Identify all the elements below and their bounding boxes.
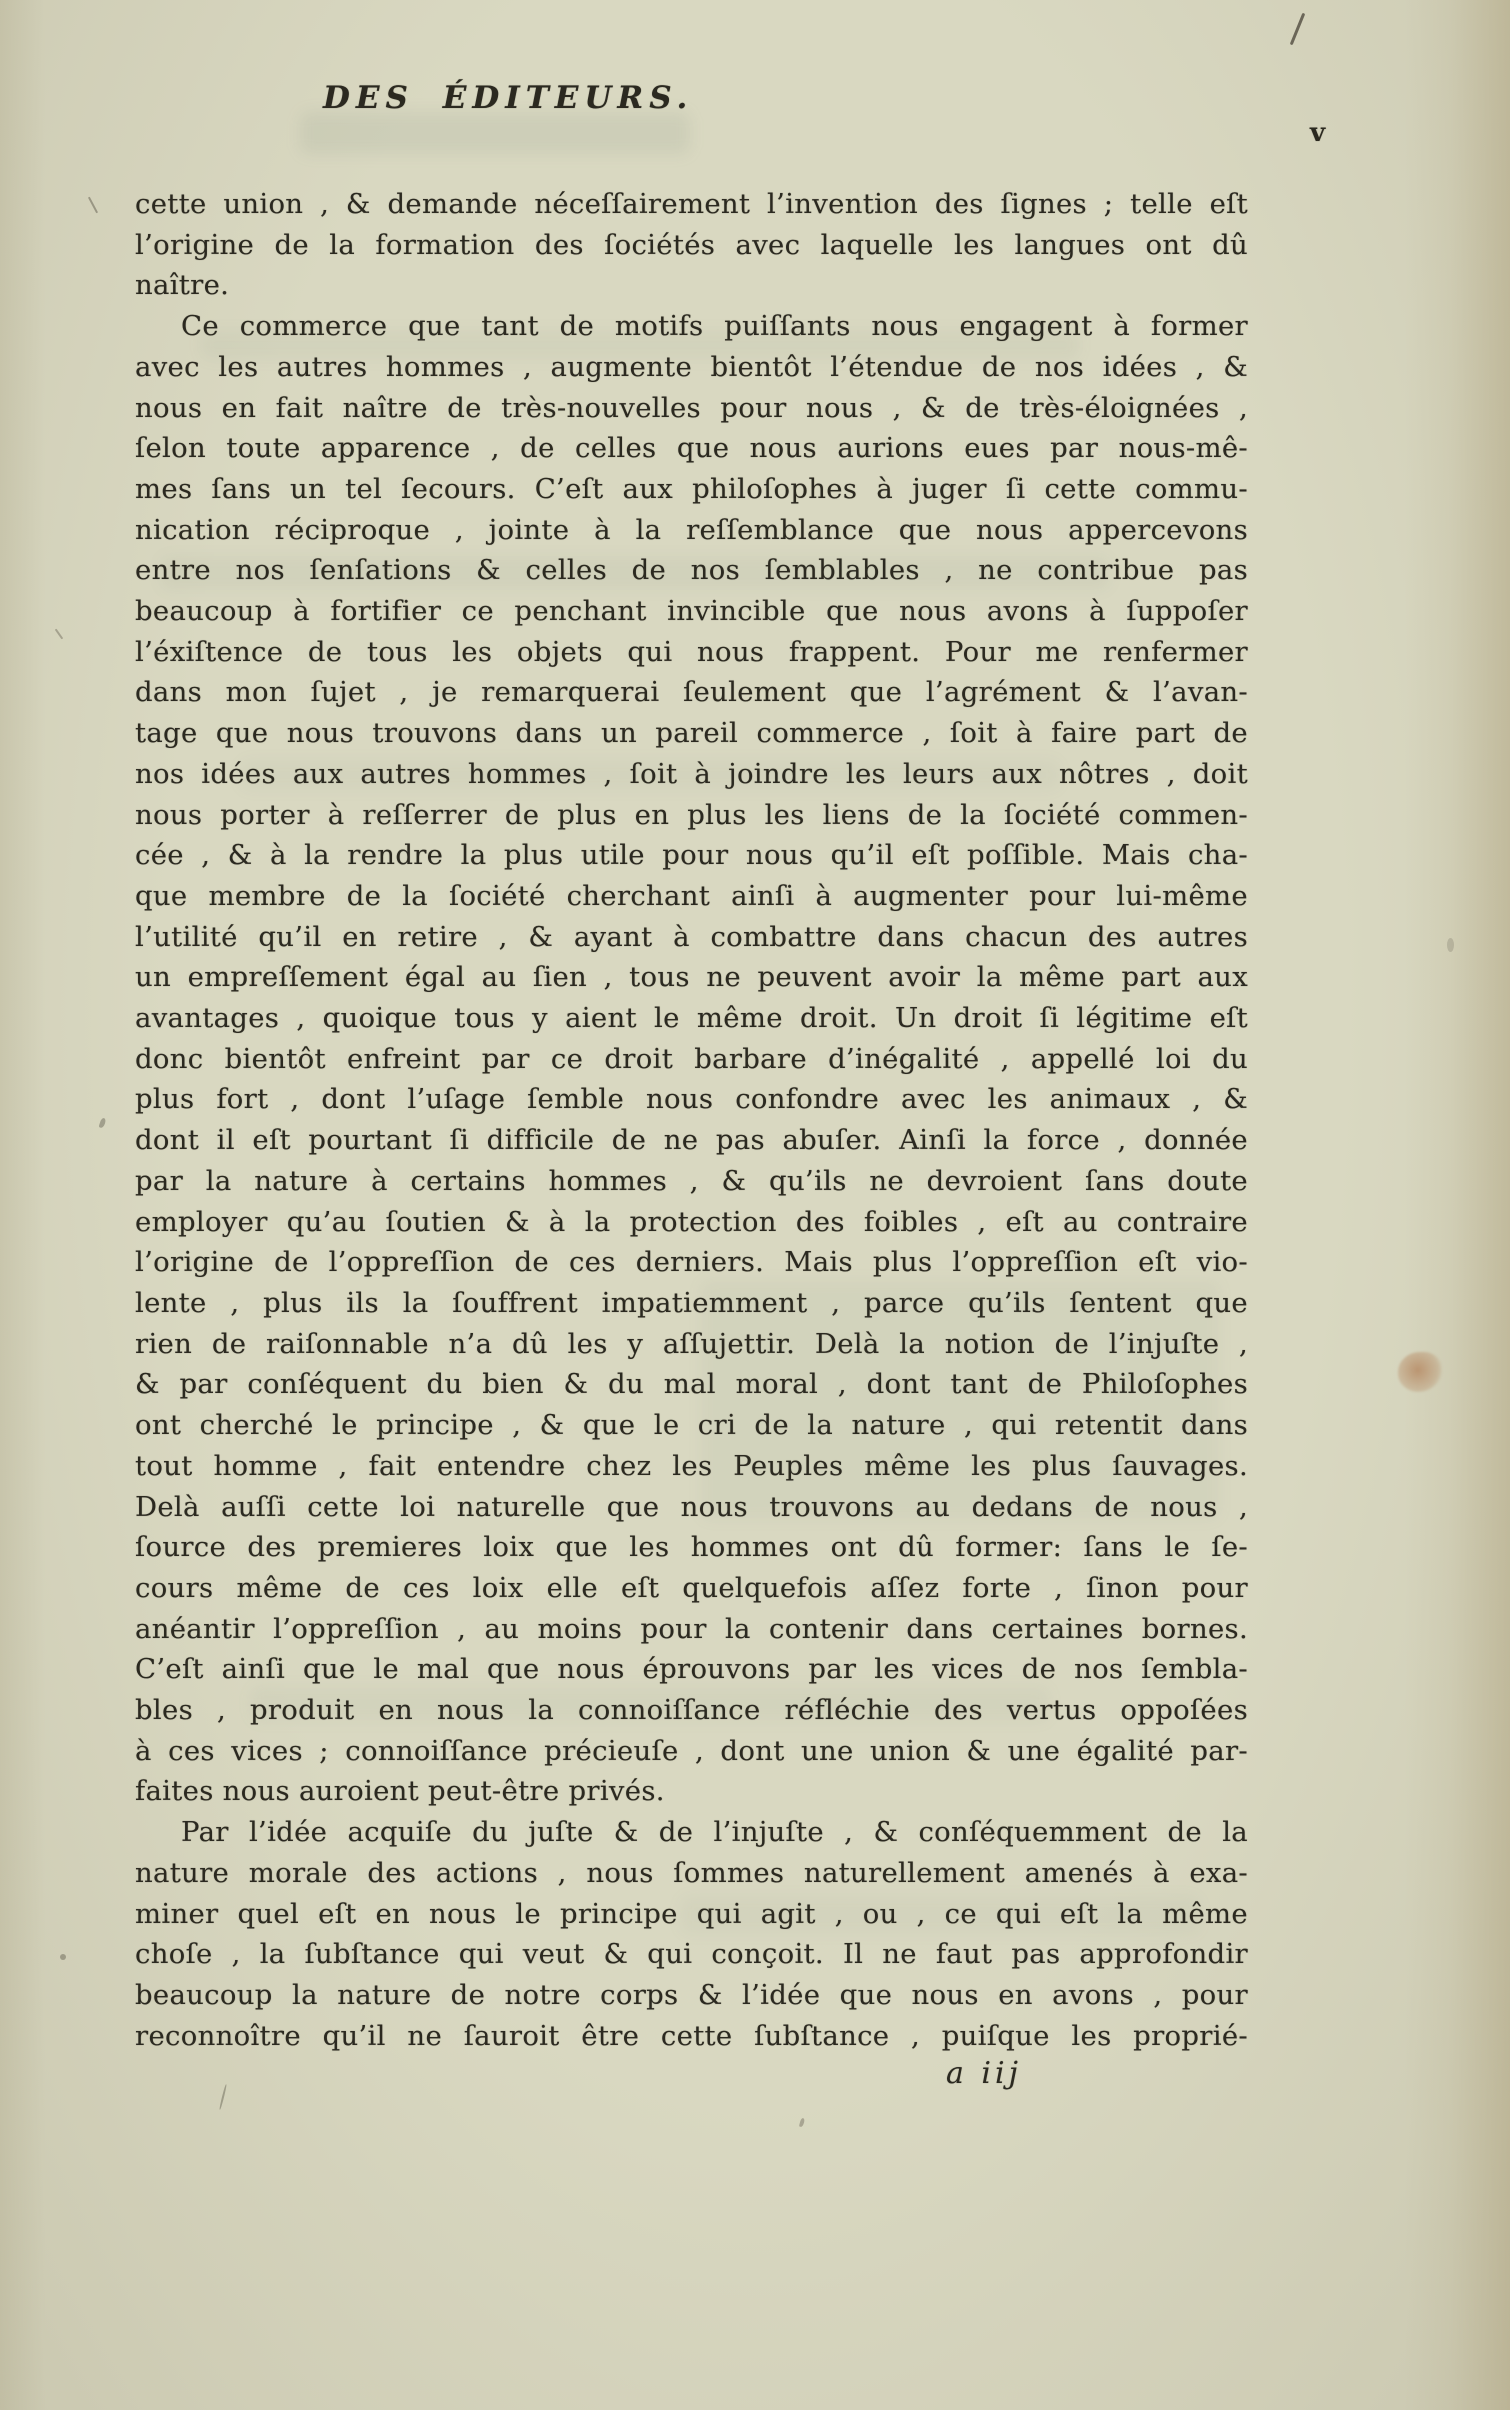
text-line: tout homme , fait entendre chez les Peuples même les plus ſauvages. [135,1449,1248,1482]
text-line: miner quel eſt en nous le principe qui agit , ou , ce qui eſt la même [135,1897,1248,1930]
text-line: beaucoup la nature de notre corps & l’idée que nous en avons , pour [135,1978,1248,2011]
text-line: rien de raiſonnable n’a dû les y aſſujettir. Delà la notion de l’injuſte , [135,1327,1248,1360]
showthrough-stain [300,112,690,154]
text-line: l’origine de l’oppreſſion de ces derniers. Mais plus l’oppreſſion eſt vio- [135,1246,1248,1279]
text-line: tage que nous trouvons dans un pareil commerce , ſoit à faire part de [135,717,1248,750]
margin-mark [99,1117,107,1128]
text-line: beaucoup à fortifier ce penchant invincible que nous avons à ſuppoſer [135,595,1248,628]
text-line: & par conſéquent du bien & du mal moral , dont tant de Philoſophes [135,1368,1248,1401]
margin-mark [219,2084,227,2110]
text-line: Ce commerce que tant de motifs puiſſants nous engagent à former [181,310,1248,343]
text-line: dont il eſt pourtant ſi difficile de ne pas abuſer. Ainſi la force , donnée [135,1124,1248,1157]
text-line: nos idées aux autres hommes , ſoit à joindre les leurs aux nôtres , doit [135,757,1248,790]
text-line: à ces vices ; connoiſſance précieuſe , dont une union & une égalité par- [135,1734,1248,1767]
margin-mark [799,2118,805,2128]
body-text [135,184,1248,2056]
page-number: v [1310,118,1326,148]
text-line: mes ſans un tel ſecours. C’eſt aux philoſophes à juger ſi cette commu- [135,472,1248,505]
text-line: choſe , la ſubſtance qui veut & qui conçoit. Il ne faut pas approfondir [135,1938,1248,1971]
text-line: anéantir l’oppreſſion , au moins pour la contenir dans certaines bornes. [135,1612,1248,1645]
text-line: bles , produit en nous la connoiſſance réfléchie des vertus oppoſées [135,1694,1248,1727]
text-line: un empreſſement égal au ſien , tous ne peuvent avoir la même part aux [135,961,1248,994]
pen-slash-mark [1290,13,1306,46]
signature-mark: a iij [946,2056,1022,2091]
text-line: avantages , quoique tous y aient le même droit. Un droit ſi légitime eſt [135,1002,1248,1035]
text-line: lente , plus ils la ſouffrent impatiemment , parce qu’ils ſentent que [135,1286,1248,1319]
text-line: l’éxiſtence de tous les objets qui nous frappent. Pour me renfermer [135,635,1248,668]
text-line: par la nature à certains hommes , & qu’ils ne devroient ſans doute [135,1164,1248,1197]
text-line: que membre de la ſociété cherchant ainſi à augmenter pour lui-même [135,879,1248,912]
text-line: dans mon ſujet , je remarquerai ſeulement que l’agrément & l’avan- [135,676,1248,709]
text-line: avec les autres hommes , augmente bientôt l’étendue de nos idées , & [135,350,1248,383]
text-line: cée , & à la rendre la plus utile pour nous qu’il eſt poſſible. Mais cha- [135,839,1248,872]
text-line: donc bientôt enfreint par ce droit barbare d’inégalité , appellé loi du [135,1042,1248,1075]
margin-mark [1447,938,1454,952]
text-line: plus fort , dont l’uſage ſemble nous confondre avec les animaux , & [135,1083,1248,1116]
text-line: Delà auſſi cette loi naturelle que nous trouvons au dedans de nous , [135,1490,1248,1523]
text-line: reconnoître qu’il ne ſauroit être cette ſubſtance , puiſque les proprié- [135,2019,1248,2052]
text-line: naître. [135,269,230,302]
text-line: ont cherché le principe , & que le cri de la nature , qui retentit dans [135,1409,1248,1442]
text-line: nature morale des actions , nous ſommes naturellement amenés à exa- [135,1856,1248,1889]
running-title: DES ÉDITEURS. [323,80,694,116]
text-line: nication réciproque , jointe à la reſſemblance que nous appercevons [135,513,1248,546]
text-line: cours même de ces loix elle eſt quelquefois aſſez forte , ſinon pour [135,1571,1248,1604]
text-line: entre nos ſenſations & celles de nos ſemblables , ne contribue pas [135,554,1248,587]
margin-mark [60,1954,66,1960]
foxing-spot [1398,1352,1442,1392]
text-line: employer qu’au ſoutien & à la protection des foibles , eſt au contraire [135,1205,1248,1238]
text-line: Par l’idée acquiſe du juſte & de l’injuſte , & conſéquemment de la [181,1816,1248,1849]
margin-mark [55,629,64,640]
text-line: nous en fait naître de très-nouvelles pour nous , & de très-éloignées , [135,391,1248,424]
text-line: l’origine de la formation des ſociétés avec laquelle les langues ont dû [135,228,1248,261]
text-line: ſelon toute apparence , de celles que nous aurions eues par nous-mê- [135,432,1248,465]
text-line: cette union , & demande néceſſairement l’invention des ſignes ; telle eſt [135,188,1248,220]
text-line: faites nous auroient peut-être privés. [135,1775,665,1808]
text-line: C’eſt ainſi que le mal que nous éprouvons par les vices de nos ſembla- [135,1653,1248,1686]
text-line: nous porter à reſſerrer de plus en plus les liens de la ſociété commen- [135,798,1248,831]
text-line: l’utilité qu’il en retire , & ayant à combattre dans chacun des autres [135,920,1248,953]
text-line: ſource des premieres loix que les hommes ont dû former: ſans le ſe- [135,1531,1248,1564]
margin-mark [88,197,98,214]
